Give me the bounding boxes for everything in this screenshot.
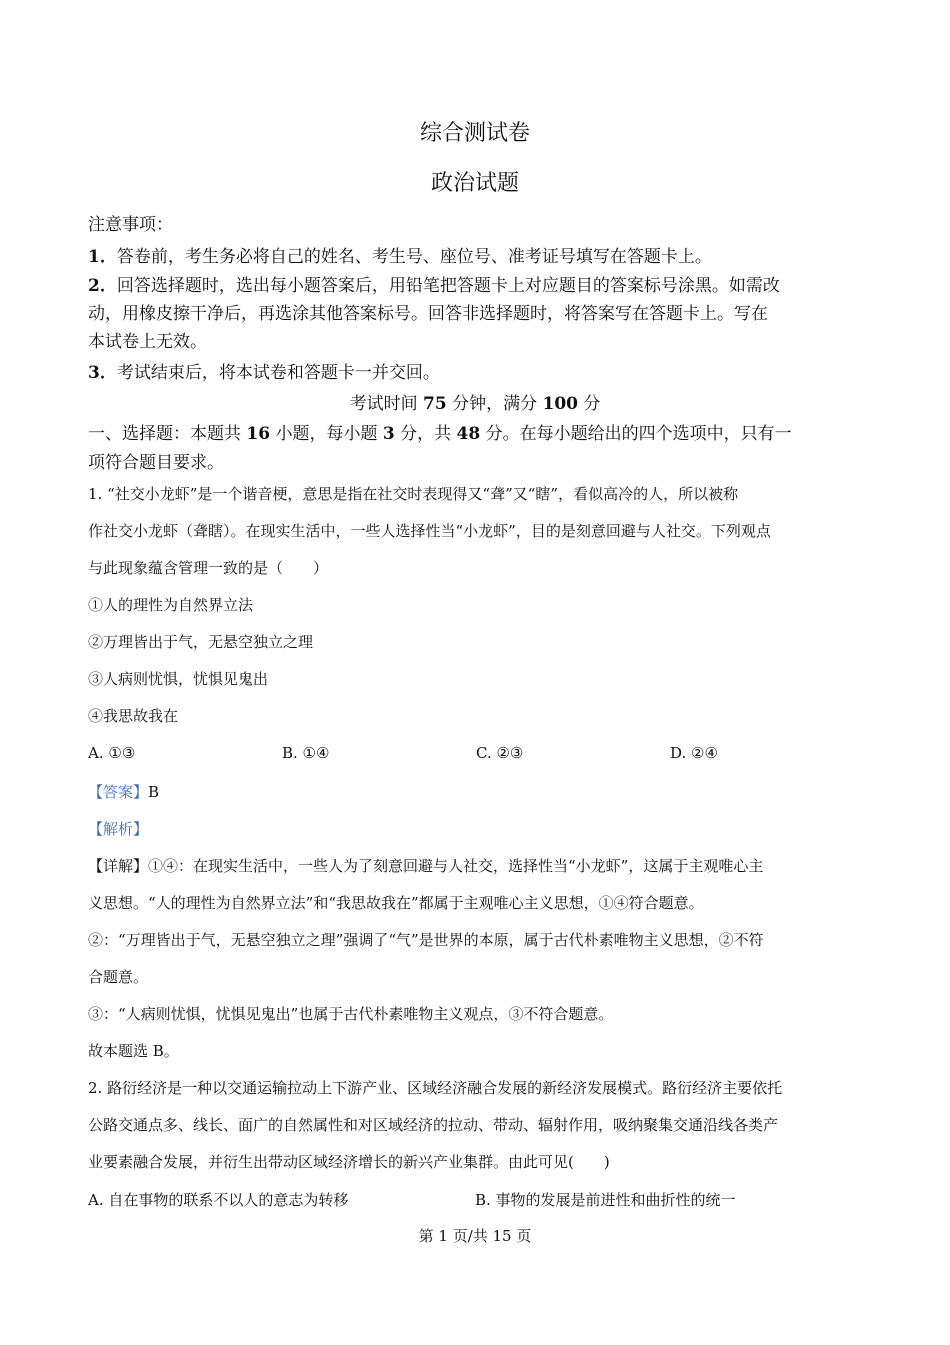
q1-statement-1: ①人的理性为自然界立法 <box>88 596 254 614</box>
q1-detail-line-6: 故本题选 B。 <box>88 1042 179 1060</box>
section-1-text-b: 小题，每小题 <box>270 424 383 444</box>
q1-detail-line-2: 义思想。“人的理性为自然界立法”和“我思故我在”都属于主观唯心主义思想，①④符合题意。 <box>88 894 704 912</box>
answer-value: B <box>148 783 160 801</box>
page-title: 综合测试卷 <box>419 121 530 146</box>
q1-option-d: D. ②④ <box>670 744 718 762</box>
q1-option-c: C. ②③ <box>476 744 524 762</box>
q1-statement-2: ②万理皆出于气，无悬空独立之理 <box>88 633 314 651</box>
notice-item-2-text: 回答选择题时，选出每小题答案后，用铅笔把答题卡上对应题目的答案标号涂黑。如需改 <box>116 276 780 296</box>
notice-item-2-num: 2． <box>88 276 117 296</box>
notice-item-1 <box>88 242 712 267</box>
q1-stem-line-2: 作社交小龙虾（聋瞎）。在现实生活中，一些人选择性当“小龙虾”，目的是刻意回避与人社交。下列观点 <box>88 522 771 540</box>
exam-score-suffix: 分 <box>577 394 601 414</box>
notice-item-2-line-3: 本试卷上无效。 <box>88 332 207 352</box>
q1-statement-3: ③人病则忧惧，忧惧见鬼出 <box>88 670 269 688</box>
section-1-text-d: 分。在每小题给出的四个选项中，只有一 <box>480 424 792 444</box>
section-1-heading-line-2: 项符合题目要求。 <box>88 453 224 473</box>
q2-stem-line-2: 公路交通点多、线长、面广的自然属性和对区域经济的拉动、带动、辐射作用，吸纳聚集交通沿线各类产 <box>88 1116 779 1134</box>
analysis-tag: 【解析】 <box>88 820 149 838</box>
section-1-count: 16 <box>246 424 271 444</box>
exam-time-mid: 分钟，满分 <box>446 394 543 414</box>
page-number: 第 1 页/共 15 页 <box>418 1227 532 1245</box>
section-1-per: 3 <box>382 424 395 444</box>
notice-item-3-text: 考试结束后，将本试卷和答题卡一并交回。 <box>116 363 440 383</box>
notice-item-3 <box>88 358 440 383</box>
q1-detail-line-3: ②：“万理皆出于气，无悬空独立之理”强调了“气”是世界的本原，属于古代朴素唯物主义思想，②不符 <box>88 931 764 949</box>
q2-stem-line-1: 2. 路衍经济是一种以交通运输拉动上下游产业、区域经济融合发展的新经济发展模式。路衍经济主要依托 <box>88 1079 783 1097</box>
notice-item-2-line-2: 动，用橡皮擦干净后，再选涂其他答案标号。回答非选择题时，将答案写在答题卡上。写在 <box>88 304 768 324</box>
q1-detail-line-4: 合题意。 <box>88 968 149 986</box>
q2-stem-line-3: 业要素融合发展，并衍生出带动区域经济增长的新兴产业集群。由此可见( ) <box>88 1153 610 1171</box>
q2-option-a: A. 自在事物的联系不以人的意志为转移 <box>88 1191 349 1209</box>
q1-statement-4: ④我思故我在 <box>88 707 179 725</box>
q1-detail-line-5: ③：“人病则忧惧，忧惧见鬼出”也属于古代朴素唯物主义观点，③不符合题意。 <box>88 1005 614 1023</box>
notice-item-1-text: 答卷前，考生务必将自己的姓名、考生号、座位号、准考证号填写在答题卡上。 <box>116 247 712 267</box>
q1-stem-line-3: 与此现象蕴含管理一致的是（ ） <box>88 559 329 577</box>
notice-item-2 <box>88 271 780 296</box>
notice-heading: 注意事项： <box>88 215 173 235</box>
q1-detail-line-1: 【详解】①④：在现实生活中，一些人为了刻意回避与人社交，选择性当“小龙虾”，这属于主观唯心主 <box>88 857 764 875</box>
q2-option-b: B. 事物的发展是前进性和曲折性的统一 <box>475 1191 736 1209</box>
section-1-heading <box>88 419 792 444</box>
section-1-total: 48 <box>456 424 481 444</box>
q1-stem-line-1: 1. “社交小龙虾”是一个谐音梗，意思是指在社交时表现得又“聋”又“瞎”，看似高冷的人，所以被称 <box>88 485 739 503</box>
section-1-text-a: 一、选择题：本题共 <box>88 424 247 444</box>
section-1-text-c: 分，共 <box>394 424 457 444</box>
q1-option-b: B. ①④ <box>282 744 330 762</box>
exam-time <box>0 389 950 414</box>
notice-item-3-num: 3． <box>88 363 117 383</box>
exam-score-value: 100 <box>542 394 578 414</box>
answer-tag: 【答案】 <box>88 783 149 801</box>
q1-option-a: A. ①③ <box>88 744 136 762</box>
page-subtitle: 政治试题 <box>430 171 519 196</box>
notice-item-1-num: 1． <box>88 247 117 267</box>
exam-time-prefix: 考试时间 <box>349 394 423 414</box>
exam-time-value: 75 <box>423 394 447 414</box>
q1-answer <box>88 781 159 802</box>
